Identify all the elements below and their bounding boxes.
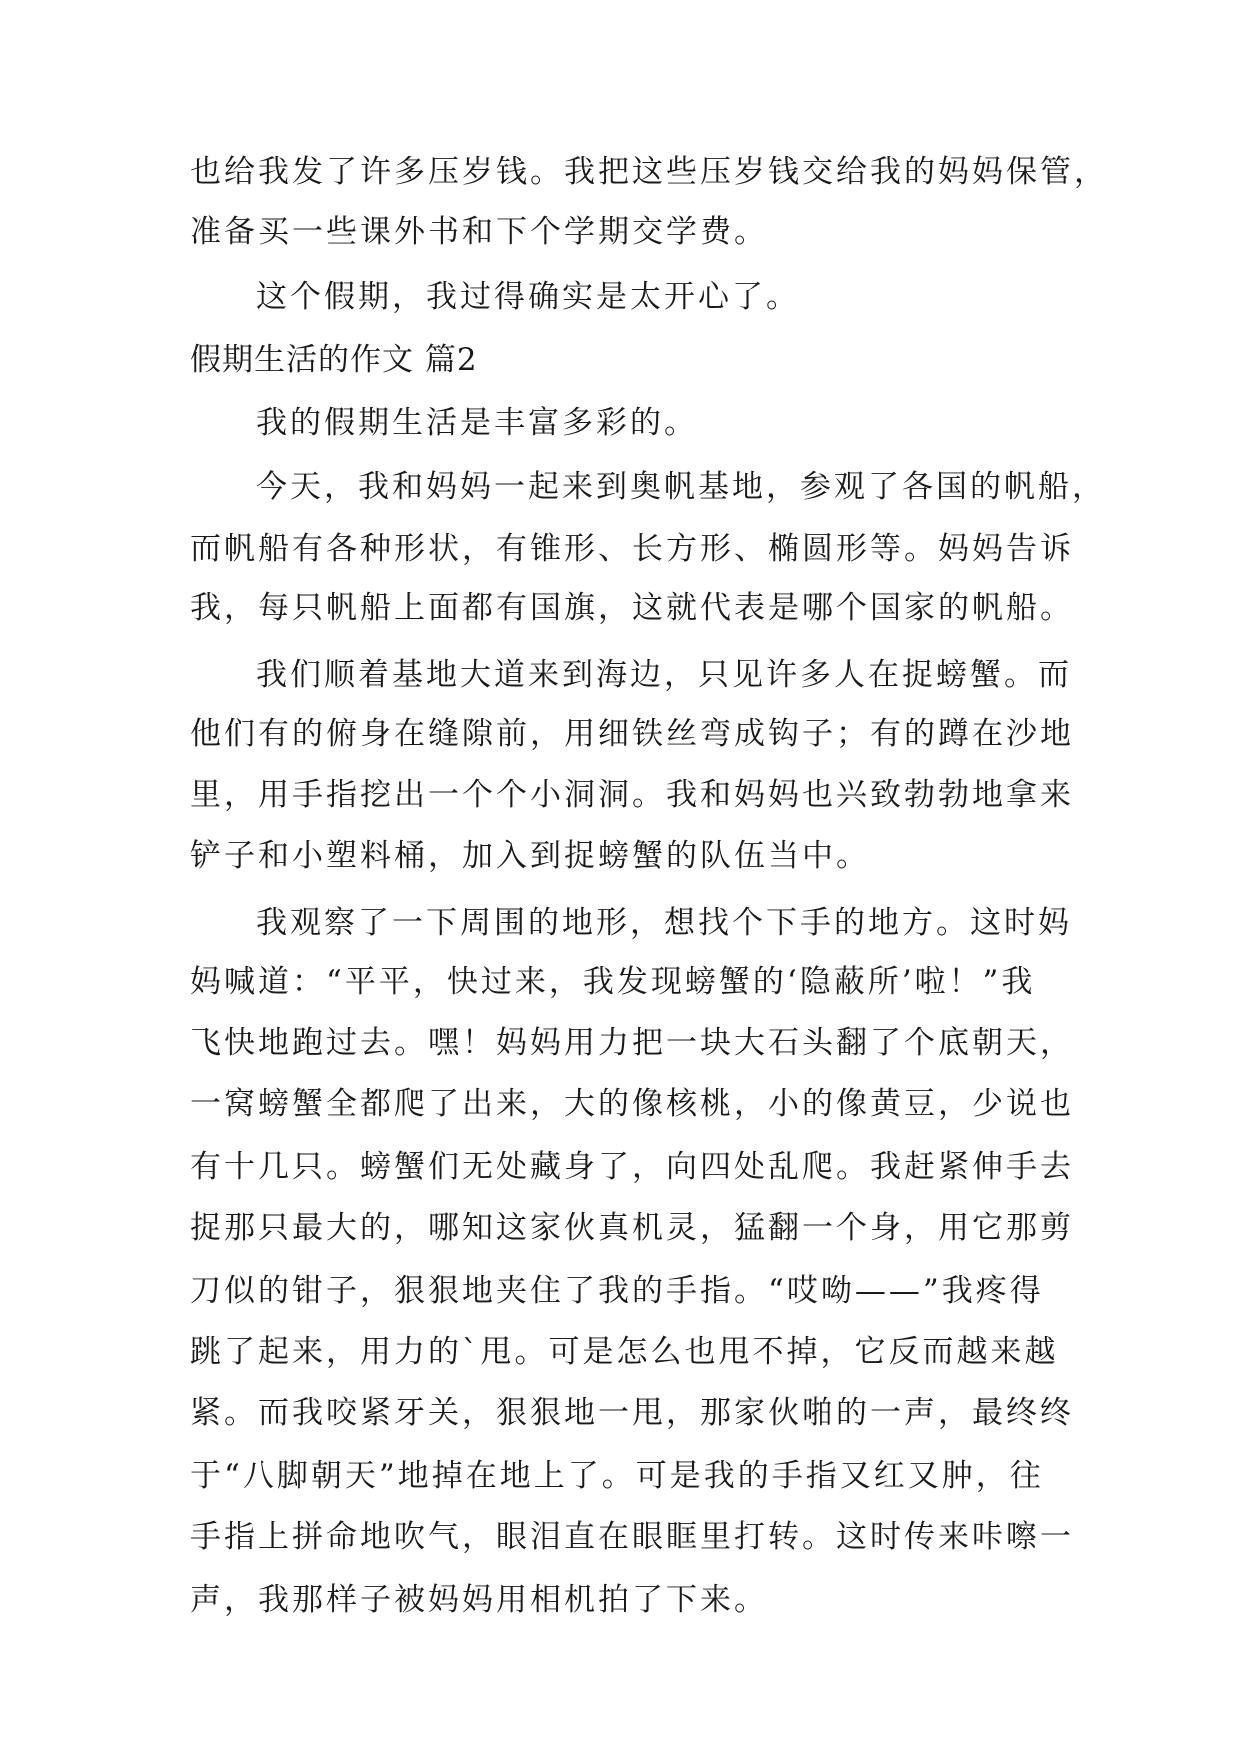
text-line: 刀似的钳子，狠狠地夹住了我的手指。“哎呦——”我疼得 <box>190 1273 1044 1309</box>
text-line: 声，我那样子被妈妈用相机拍了下来。 <box>190 1582 768 1618</box>
text-line: 我，每只帆船上面都有国旗，这就代表是哪个国家的帆船。 <box>190 590 1074 626</box>
text-line: 一窝螃蟹全都爬了出来，大的像核桃，小的像黄豆，少说也 <box>190 1086 1074 1122</box>
text-line: 而帆船有各种形状，有锥形、长方形、椭圆形等。妈妈告诉 <box>190 531 1074 567</box>
paragraph-first-line: 今天，我和妈妈一起来到奥帆基地，参观了各国的帆船， <box>256 469 1106 505</box>
paragraph-first-line: 我们顺着基地大道来到海边，只见许多人在捉螃蟹。而 <box>256 657 1072 693</box>
text-line: 紧。而我咬紧牙关，狠狠地一甩，那家伙啪的一声，最终终 <box>190 1395 1074 1431</box>
paragraph-first-line: 我观察了一下周围的地形，想找个下手的地方。这时妈 <box>256 905 1072 941</box>
text-line: 飞快地跑过去。嘿！妈妈用力把一块大石头翻了个底朝天， <box>190 1025 1074 1061</box>
section-heading: 假期生活的作文 篇2 <box>190 342 478 378</box>
text-line: 跳了起来，用力的`甩。可是怎么也甩不掉，它反而越来越 <box>190 1334 1059 1370</box>
text-line: 妈喊道：“平平，快过来，我发现螃蟹的‘隐蔽所’啦！”我 <box>190 964 1036 1000</box>
text-line: 里，用手指挖出一个个小洞洞。我和妈妈也兴致勃勃地拿来 <box>190 777 1074 813</box>
text-line: 手指上拼命地吹气，眼泪直在眼眶里打转。这时传来咔嚓一 <box>190 1519 1074 1555</box>
text-line: 也给我发了许多压岁钱。我把这些压岁钱交给我的妈妈保管， <box>190 154 1108 190</box>
paragraph-first-line: 这个假期，我过得确实是太开心了。 <box>256 279 800 315</box>
text-line: 他们有的俯身在缝隙前，用细铁丝弯成钩子；有的蹲在沙地 <box>190 716 1074 752</box>
paragraph-first-line: 我的假期生活是丰富多彩的。 <box>256 405 698 441</box>
text-line: 于“八脚朝天”地掉在地上了。可是我的手指又红又肿，往 <box>190 1458 1044 1494</box>
text-line: 铲子和小塑料桶，加入到捉螃蟹的队伍当中。 <box>190 838 870 874</box>
text-line: 准备买一些课外书和下个学期交学费。 <box>190 214 768 250</box>
text-line: 有十几只。螃蟹们无处藏身了，向四处乱爬。我赶紧伸手去 <box>190 1149 1074 1185</box>
text-line: 捉那只最大的，哪知这家伙真机灵，猛翻一个身，用它那剪 <box>190 1210 1074 1246</box>
